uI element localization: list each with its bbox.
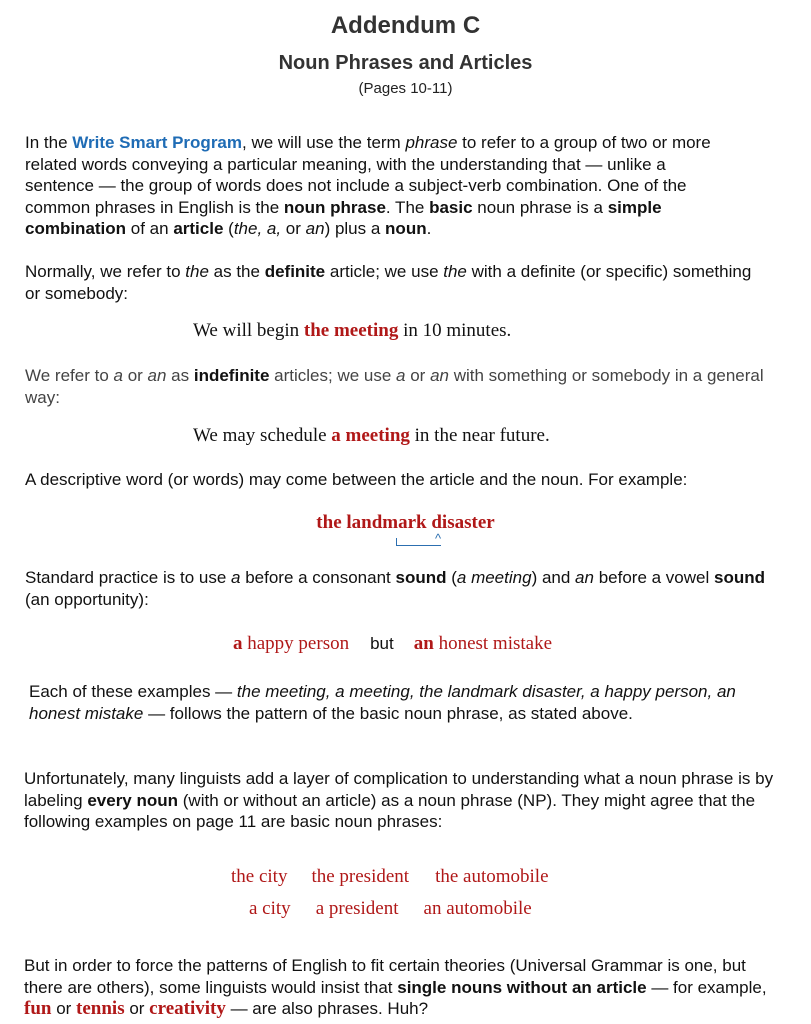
example-definite: We will begin the meeting in 10 minutes.: [193, 320, 512, 341]
page-subtitle: Noun Phrases and Articles: [278, 52, 533, 74]
single-nouns-paragraph: But in order to force the patterns of English to fit certain theories (Universal Grammar is one, but there are others), some linguists would insist that single nouns without an article — for example, fun or tennis or creativity — are also phrases. Huh?: [24, 956, 767, 1019]
intro-paragraph: In the Write Smart Program, we will use the term phrase to refer to a group of two or more related words conveying a particular meaning, with the understanding that — unlike a sentence — the group of words does not include a subject-verb combination. One of the common phrases in English is the noun phrase. The basic noun phrase is a simple combination of an article (the, a, or an) plus a noun.: [25, 133, 711, 238]
examples-summary-paragraph: Each of these examples — the meeting, a meeting, the landmark disaster, a happy person, an honest mistake — follows the pattern of the basic noun phrase, as stated above.: [29, 682, 736, 723]
example-indefinite: We may schedule a meeting in the near future.: [193, 425, 550, 446]
linguists-paragraph: Unfortunately, many linguists add a layer of complication to understanding what a noun phrase is by labeling every noun (with or without an article) as a noun phrase (NP). They might agree that the following examples on page 11 are basic noun phrases:: [24, 769, 774, 831]
program-name: Write Smart Program: [72, 133, 242, 152]
consonant-vowel-paragraph: Standard practice is to use a before a consonant sound (a meeting) and an before a vowel sound (an opportunity):: [25, 568, 765, 609]
page-reference: (Pages 10-11): [358, 80, 453, 97]
example-a-an: a happy person but an honest mistake: [233, 633, 553, 654]
insertion-caret: ^: [435, 531, 442, 546]
example-descriptive: the landmark disaster: [316, 512, 495, 533]
page-title: Addendum C: [330, 12, 481, 39]
example-noun-phrases-row-1: the city the president the automobile: [231, 866, 549, 887]
descriptive-word-paragraph: A descriptive word (or words) may come between the article and the noun. For example:: [25, 470, 688, 489]
example-noun-phrases-row-2: a city a president an automobile: [249, 898, 532, 919]
indefinite-article-paragraph: We refer to a or an as indefinite articles; we use a or an with something or somebody in a general way:: [25, 366, 764, 407]
definite-article-paragraph: Normally, we refer to the as the definite article; we use the with a definite (or specific) something or somebody:: [25, 262, 752, 303]
